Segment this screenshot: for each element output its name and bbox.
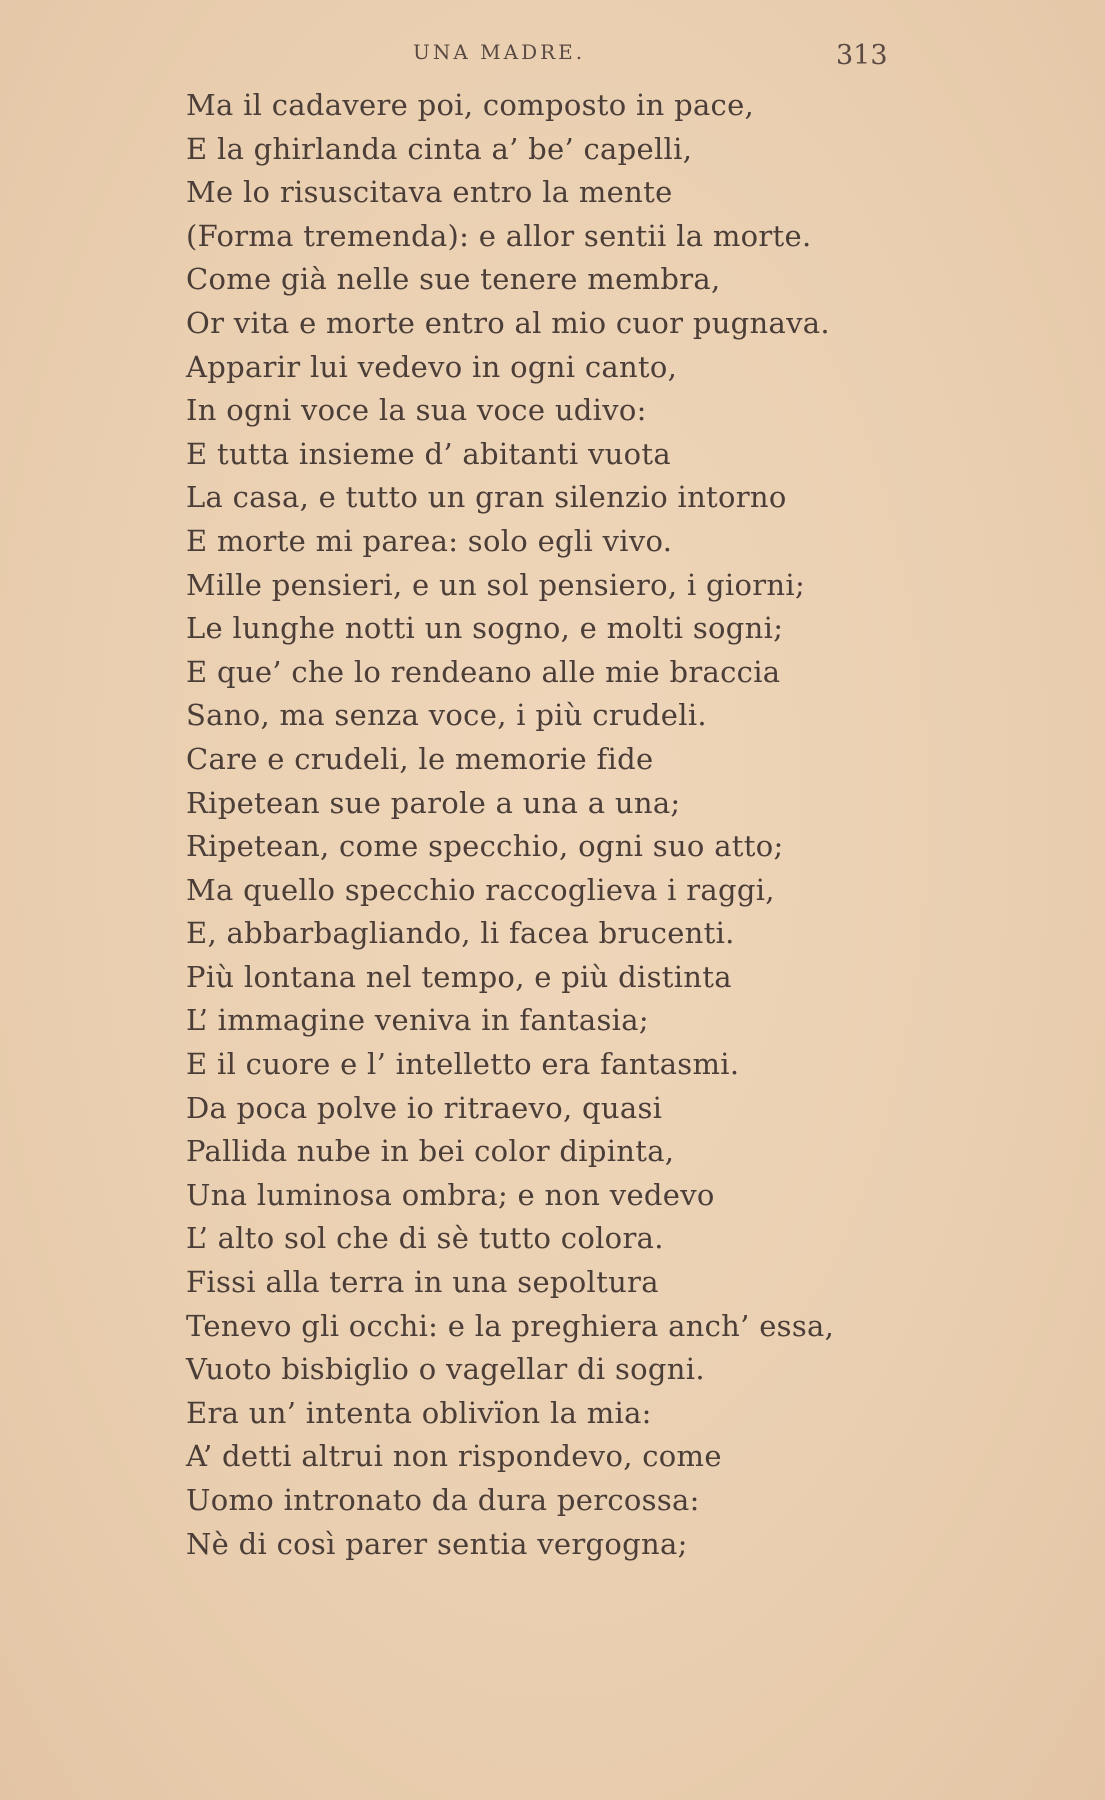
verse-line: Come già nelle sue tenere membra, — [186, 262, 721, 297]
verse-line: Me lo risuscitava entro la mente — [186, 175, 673, 210]
verse-line: Mille pensieri, e un sol pensiero, i giorni; — [186, 567, 806, 602]
verse-line: Le lunghe notti un sogno, e molti sogni; — [186, 611, 784, 646]
verse-line: E, abbarbagliando, li facea brucenti. — [186, 916, 735, 951]
verse-line: Or vita e morte entro al mio cuor pugnava. — [186, 305, 830, 340]
poem-text — [186, 84, 1076, 1566]
verse-line: Una luminosa ombra; e non vedevo — [186, 1177, 715, 1212]
running-title: UNA MADRE. — [413, 40, 586, 64]
verse-line: Ripetean, come specchio, ogni suo atto; — [186, 829, 784, 864]
verse-line: Ma quello specchio raccoglieva i raggi, — [186, 872, 775, 907]
verse-line: Tenevo gli occhi: e la preghiera anch’ essa, — [186, 1308, 835, 1343]
verse-line: La casa, e tutto un gran silenzio intorno — [186, 480, 787, 515]
verse-line: Care e crudeli, le memorie fide — [186, 741, 654, 776]
page-header — [0, 36, 1105, 76]
verse-line: E morte mi parea: solo egli vivo. — [186, 523, 673, 558]
verse-line: A’ detti altrui non rispondevo, come — [186, 1439, 722, 1474]
verse-line: In ogni voce la sua voce udivo: — [186, 393, 647, 428]
verse-line: Ma il cadavere poi, composto in pace, — [186, 88, 755, 122]
verse-line: (Forma tremenda): e allor sentii la morte. — [186, 218, 812, 253]
verse-line: Nè di così parer sentia vergogna; — [186, 1526, 688, 1561]
verse-line: E la ghirlanda cinta a’ be’ capelli, — [186, 131, 693, 166]
verse-line: Sano, ma senza voce, i più crudeli. — [186, 698, 707, 733]
verse-line: Uomo intronato da dura percossa: — [186, 1483, 700, 1517]
page-number: 313 — [836, 40, 888, 71]
verse-line: Più lontana nel tempo, e più distinta — [186, 959, 732, 994]
verse-line: Ripetean sue parole a una a una; — [186, 785, 681, 820]
verse-line: E il cuore e l’ intelletto era fantasmi. — [186, 1047, 740, 1082]
verse-line: Vuoto bisbiglio o vagellar di sogni. — [186, 1352, 705, 1387]
verse-line: L’ alto sol che di sè tutto colora. — [186, 1221, 664, 1256]
verse-line: E tutta insieme d’ abitanti vuota — [186, 436, 671, 471]
verse-line: Pallida nube in bei color dipinta, — [186, 1134, 675, 1169]
verse-line: E que’ che lo rendeano alle mie braccia — [186, 654, 781, 689]
verse-line: Era un’ intenta oblivïon la mia: — [186, 1395, 652, 1430]
verse-line: Apparir lui vedevo in ogni canto, — [186, 349, 678, 384]
verse-line: L’ immagine veniva in fantasia; — [186, 1003, 649, 1038]
verse-line: Fissi alla terra in una sepoltura — [186, 1265, 659, 1300]
verse-line: Da poca polve io ritraevo, quasi — [186, 1090, 663, 1125]
